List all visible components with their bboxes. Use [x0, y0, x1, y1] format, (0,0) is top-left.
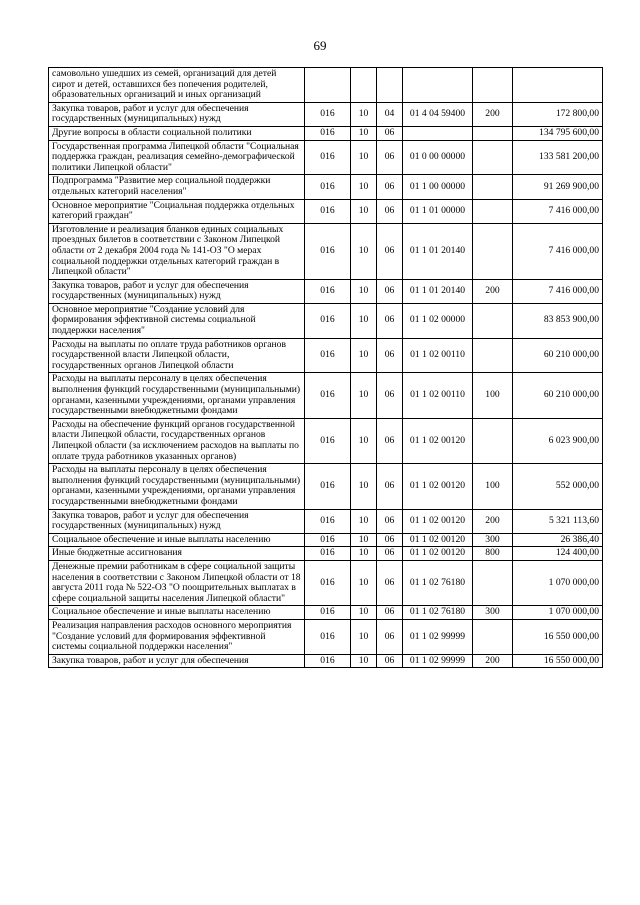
table-row [49, 418, 603, 463]
target-article-cell [403, 126, 473, 140]
amount-cell: 7 416 000,00 [513, 223, 603, 279]
administrator-code-cell: 016 [305, 279, 351, 303]
table-row [49, 654, 603, 668]
section-code-cell: 10 [351, 464, 377, 509]
target-article-cell: 01 1 02 76180 [403, 560, 473, 605]
administrator-code-cell: 016 [305, 338, 351, 373]
administrator-code-cell: 016 [305, 509, 351, 533]
section-code-cell: 10 [351, 418, 377, 463]
section-code-cell: 10 [351, 102, 377, 126]
subsection-code-cell: 06 [377, 140, 403, 175]
expense-name-cell: Изготовление и реализация бланков единых социальных проездных билетов в соответствии с Законом Липецкой области от 2 декабря 2004 года № 141-ОЗ "О мерах социальной поддержки отдельных категорий граждан в Липецкой области" [49, 223, 305, 279]
target-article-cell: 01 1 02 00120 [403, 509, 473, 533]
expense-type-cell: 800 [473, 547, 513, 561]
administrator-code-cell: 016 [305, 199, 351, 223]
expense-type-cell: 200 [473, 279, 513, 303]
amount-cell: 5 321 113,60 [513, 509, 603, 533]
amount-cell: 16 550 000,00 [513, 654, 603, 668]
subsection-code-cell [377, 68, 403, 103]
expense-type-cell: 200 [473, 654, 513, 668]
table-row [49, 606, 603, 620]
table-row [49, 619, 603, 654]
expense-type-cell: 300 [473, 606, 513, 620]
expense-type-cell [473, 140, 513, 175]
section-code-cell: 10 [351, 606, 377, 620]
subsection-code-cell: 06 [377, 126, 403, 140]
administrator-code-cell: 016 [305, 619, 351, 654]
amount-cell: 552 000,00 [513, 464, 603, 509]
expense-name-cell: Расходы на выплаты персоналу в целях обеспечения выполнения функций государственными (муниципальными) органами, казенными учреждениями, органами управления государственными внебюджетными фондами [49, 464, 305, 509]
section-code-cell: 10 [351, 373, 377, 418]
amount-cell: 124 400,00 [513, 547, 603, 561]
administrator-code-cell: 016 [305, 373, 351, 418]
subsection-code-cell: 06 [377, 199, 403, 223]
subsection-code-cell: 06 [377, 223, 403, 279]
amount-cell: 134 795 600,00 [513, 126, 603, 140]
section-code-cell: 10 [351, 223, 377, 279]
administrator-code-cell: 016 [305, 223, 351, 279]
table-row [49, 102, 603, 126]
page-number: 69 [313, 38, 327, 53]
subsection-code-cell: 06 [377, 619, 403, 654]
subsection-code-cell: 06 [377, 547, 403, 561]
administrator-code-cell [305, 68, 351, 103]
section-code-cell: 10 [351, 619, 377, 654]
table-row [49, 338, 603, 373]
amount-cell: 6 023 900,00 [513, 418, 603, 463]
subsection-code-cell: 04 [377, 102, 403, 126]
target-article-cell: 01 1 02 99999 [403, 654, 473, 668]
target-article-cell: 01 1 02 00000 [403, 303, 473, 338]
expense-name-cell: Социальное обеспечение и иные выплаты населению [49, 533, 305, 547]
expense-type-cell [473, 223, 513, 279]
table-row [49, 533, 603, 547]
table-row [49, 126, 603, 140]
section-code-cell: 10 [351, 303, 377, 338]
section-code-cell: 10 [351, 175, 377, 199]
administrator-code-cell: 016 [305, 654, 351, 668]
expense-name-cell: Закупка товаров, работ и услуг для обеспечения [49, 654, 305, 668]
target-article-cell: 01 1 02 00110 [403, 373, 473, 418]
expense-type-cell [473, 560, 513, 605]
expense-name-cell: самовольно ушедших из семей, организаций для детей сирот и детей, оставшихся без попечения родителей, образовательных организаций и иных организаций [49, 68, 305, 103]
table-row [49, 223, 603, 279]
expense-type-cell: 200 [473, 509, 513, 533]
subsection-code-cell: 06 [377, 606, 403, 620]
table-row [49, 279, 603, 303]
table-row [49, 140, 603, 175]
administrator-code-cell: 016 [305, 418, 351, 463]
expense-name-cell: Другие вопросы в области социальной политики [49, 126, 305, 140]
table-row [49, 175, 603, 199]
administrator-code-cell: 016 [305, 533, 351, 547]
table-row [49, 68, 603, 103]
administrator-code-cell: 016 [305, 126, 351, 140]
amount-cell: 60 210 000,00 [513, 373, 603, 418]
subsection-code-cell: 06 [377, 279, 403, 303]
subsection-code-cell: 06 [377, 533, 403, 547]
table-row [49, 547, 603, 561]
expense-name-cell: Денежные премии работникам в сфере социальной защиты населения в соответствии с Законом Липецкой области от 18 августа 2011 года № 522-ОЗ "О поощрительных выплатах в сфере социальной защиты населения Липецкой области" [49, 560, 305, 605]
section-code-cell: 10 [351, 338, 377, 373]
administrator-code-cell: 016 [305, 464, 351, 509]
subsection-code-cell: 06 [377, 338, 403, 373]
section-code-cell: 10 [351, 199, 377, 223]
expense-name-cell: Государственная программа Липецкой области "Социальная поддержка граждан, реализация семейно-демографической политики Липецкой области" [49, 140, 305, 175]
subsection-code-cell: 06 [377, 464, 403, 509]
table-row [49, 509, 603, 533]
table-row [49, 464, 603, 509]
expense-type-cell [473, 68, 513, 103]
expense-name-cell: Основное мероприятие "Социальная поддержка отдельных категорий граждан" [49, 199, 305, 223]
section-code-cell: 10 [351, 560, 377, 605]
expense-name-cell: Расходы на обеспечение функций органов государственной власти Липецкой области, государственных органов Липецкой области (за исключением расходов на выплаты по оплате труда работников указанных органов) [49, 418, 305, 463]
administrator-code-cell: 016 [305, 102, 351, 126]
administrator-code-cell: 016 [305, 547, 351, 561]
amount-cell: 133 581 200,00 [513, 140, 603, 175]
section-code-cell: 10 [351, 533, 377, 547]
administrator-code-cell: 016 [305, 560, 351, 605]
administrator-code-cell: 016 [305, 140, 351, 175]
target-article-cell: 01 1 01 20140 [403, 279, 473, 303]
target-article-cell [403, 68, 473, 103]
target-article-cell: 01 0 00 00000 [403, 140, 473, 175]
amount-cell: 1 070 000,00 [513, 560, 603, 605]
amount-cell [513, 68, 603, 103]
target-article-cell: 01 1 01 20140 [403, 223, 473, 279]
amount-cell: 60 210 000,00 [513, 338, 603, 373]
amount-cell: 7 416 000,00 [513, 279, 603, 303]
expense-type-cell [473, 303, 513, 338]
expense-name-cell: Основное мероприятие "Создание условий для формирования эффективной системы социальной поддержки населения" [49, 303, 305, 338]
table-row [49, 303, 603, 338]
expense-name-cell: Расходы на выплаты по оплате труда работников органов государственной власти Липецкой области, государственных органов Липецкой области [49, 338, 305, 373]
table-row [49, 199, 603, 223]
subsection-code-cell: 06 [377, 509, 403, 533]
amount-cell: 7 416 000,00 [513, 199, 603, 223]
target-article-cell: 01 1 01 00000 [403, 199, 473, 223]
table-row [49, 373, 603, 418]
section-code-cell: 10 [351, 654, 377, 668]
expense-name-cell: Социальное обеспечение и иные выплаты населению [49, 606, 305, 620]
section-code-cell: 10 [351, 547, 377, 561]
expense-type-cell [473, 126, 513, 140]
expense-type-cell [473, 199, 513, 223]
expense-type-cell: 100 [473, 373, 513, 418]
amount-cell: 16 550 000,00 [513, 619, 603, 654]
section-code-cell: 10 [351, 140, 377, 175]
target-article-cell: 01 1 02 00120 [403, 464, 473, 509]
amount-cell: 91 269 900,00 [513, 175, 603, 199]
expense-type-cell [473, 619, 513, 654]
expense-name-cell: Закупка товаров, работ и услуг для обеспечения государственных (муниципальных) нужд [49, 102, 305, 126]
target-article-cell: 01 4 04 59400 [403, 102, 473, 126]
administrator-code-cell: 016 [305, 606, 351, 620]
subsection-code-cell: 06 [377, 418, 403, 463]
subsection-code-cell: 06 [377, 303, 403, 338]
subsection-code-cell: 06 [377, 373, 403, 418]
subsection-code-cell: 06 [377, 175, 403, 199]
target-article-cell: 01 1 02 00110 [403, 338, 473, 373]
target-article-cell: 01 1 02 00120 [403, 533, 473, 547]
table-row [49, 560, 603, 605]
amount-cell: 1 070 000,00 [513, 606, 603, 620]
expense-type-cell: 300 [473, 533, 513, 547]
expense-name-cell: Подпрограмма "Развитие мер социальной поддержки отдельных категорий населения" [49, 175, 305, 199]
target-article-cell: 01 1 02 76180 [403, 606, 473, 620]
subsection-code-cell: 06 [377, 654, 403, 668]
amount-cell: 172 800,00 [513, 102, 603, 126]
expense-type-cell: 100 [473, 464, 513, 509]
administrator-code-cell: 016 [305, 303, 351, 338]
section-code-cell [351, 68, 377, 103]
expense-type-cell [473, 418, 513, 463]
expense-name-cell: Иные бюджетные ассигнования [49, 547, 305, 561]
section-code-cell: 10 [351, 279, 377, 303]
expense-name-cell: Закупка товаров, работ и услуг для обеспечения государственных (муниципальных) нужд [49, 509, 305, 533]
administrator-code-cell: 016 [305, 175, 351, 199]
target-article-cell: 01 1 02 00120 [403, 547, 473, 561]
amount-cell: 26 386,40 [513, 533, 603, 547]
amount-cell: 83 853 900,00 [513, 303, 603, 338]
expense-type-cell [473, 338, 513, 373]
expense-name-cell: Расходы на выплаты персоналу в целях обеспечения выполнения функций государственными (муниципальными) органами, казенными учреждениями, органами управления государственными внебюджетными фондами [49, 373, 305, 418]
budget-table [48, 67, 603, 668]
expense-type-cell: 200 [473, 102, 513, 126]
expense-type-cell [473, 175, 513, 199]
expense-name-cell: Реализация направления расходов основного мероприятия "Создание условий для формирования эффективной системы социальной поддержки населения" [49, 619, 305, 654]
section-code-cell: 10 [351, 126, 377, 140]
section-code-cell: 10 [351, 509, 377, 533]
target-article-cell: 01 1 02 00120 [403, 418, 473, 463]
budget-table-body [49, 68, 603, 668]
target-article-cell: 01 1 00 00000 [403, 175, 473, 199]
expense-name-cell: Закупка товаров, работ и услуг для обеспечения государственных (муниципальных) нужд [49, 279, 305, 303]
subsection-code-cell: 06 [377, 560, 403, 605]
target-article-cell: 01 1 02 99999 [403, 619, 473, 654]
